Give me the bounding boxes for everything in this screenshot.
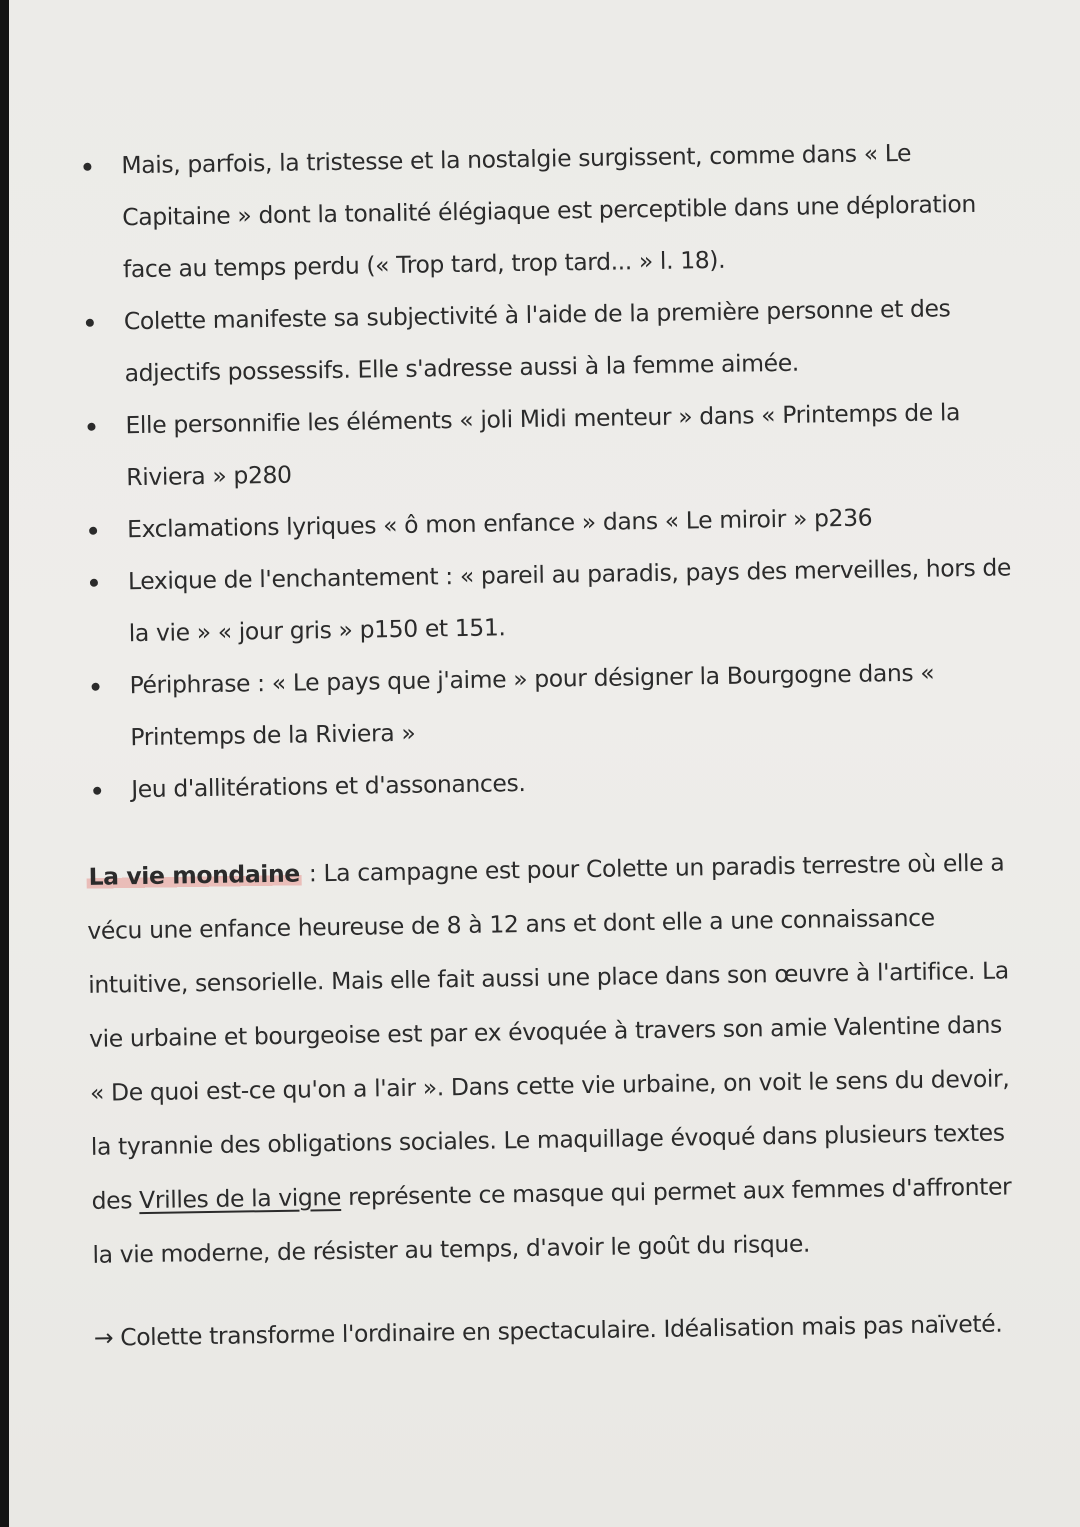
conclusion-text: Colette transforme l'ordinaire en spectaculaire. Idéalisation mais pas naïveté. [119,1309,1003,1352]
bullet-item [83,645,1015,764]
bullet-dot-icon [83,163,91,171]
section-paragraph [86,835,1023,1282]
page-content [75,125,1024,1387]
bullet-item [75,125,1007,296]
bullet-item [79,385,1011,504]
bullet-dot-icon [90,579,98,587]
bullet-text: Périphrase : « Le pays que j'aime » pour désigner la Bourgogne dans « Printemps de la Riviera » [129,658,935,752]
bullet-dot-icon [92,683,100,691]
bullet-text: Colette manifeste sa subjectivité à l'aide de la première personne et des adjectifs possessifs. Elle s'adresse aussi à la femme aimée. [123,294,951,388]
bullet-item [82,541,1014,660]
bullet-dot-icon [86,319,94,327]
bullet-text: Mais, parfois, la tristesse et la nostalgie surgissent, comme dans « Le Capitaine » dont la tonalité élégiaque est perceptible dans une déploration face au temps perdu (« Trop tard, trop tard... » l. 18). [121,138,977,284]
bullet-text: Jeu d'allitérations et d'assonances. [130,769,526,804]
bullet-list [75,125,1016,816]
arrow-right-icon: → [93,1323,114,1352]
bullet-dot-icon [93,787,101,795]
conclusion-line [93,1297,1024,1364]
bullet-dot-icon [87,423,95,431]
bullet-text: Elle personnifie les éléments « joli Midi menteur » dans « Printemps de la Riviera » p280 [125,398,961,492]
work-title: Vrilles de la vigne [138,1182,342,1215]
section-text-part1: : La campagne est pour Colette un paradis terrestre où elle a vécu une enfance heureuse de 8 à 12 ans et dont elle a une connaissance intuitive, sensorielle. Mais elle fait aussi une place dans son œuvre à l'artifice. La vie urbaine et bourgeoise est par ex évoquée à travers son amie Valentine dans « De quoi est-ce qu'on a l'air ». Dans cette vie urbaine, on voit le sens du devoir, la tyrannie des obligations sociales. Le maquillage évoqué dans plusieurs textes des [87,848,1010,1215]
bullet-text: Lexique de l'enchantement : « pareil au paradis, pays des merveilles, hors de la vie » « jour gris » p150 et 151. [127,553,1012,648]
bullet-dot-icon [89,527,97,535]
bullet-text: Exclamations lyriques « ô mon enfance » dans « Le miroir » p236 [126,503,873,544]
section-text-part2: représente ce masque qui permet aux femmes d'affronter la vie moderne, de résister au temps, d'avoir le goût du risque. [92,1172,1012,1269]
section-heading: La vie mondaine [88,859,301,891]
page-edge-shadow [0,0,9,1527]
notebook-page [9,0,1080,1527]
bullet-item [77,281,1009,400]
